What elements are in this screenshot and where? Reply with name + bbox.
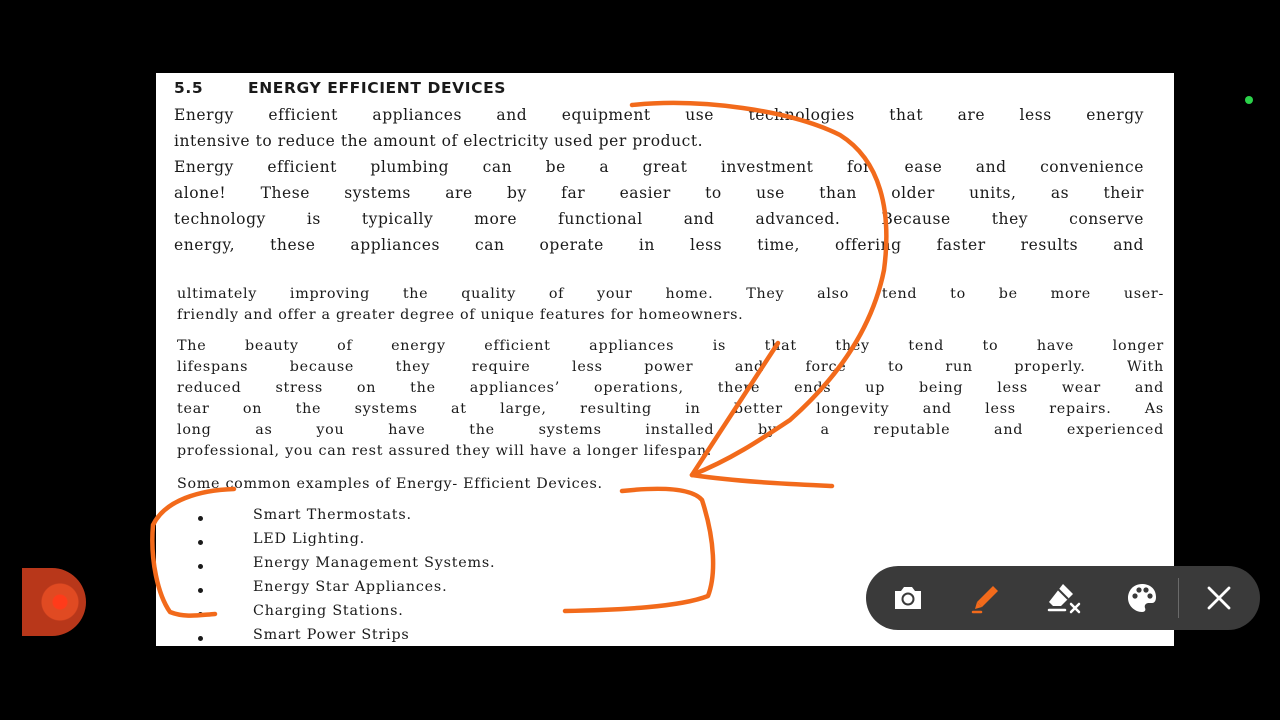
- pen-icon: [969, 581, 1003, 615]
- record-button[interactable]: [22, 568, 86, 636]
- toolbar-divider: [1178, 578, 1179, 618]
- paragraph-line: Energy efficient plumbing can be a great investment for ease and convenience: [174, 158, 1144, 176]
- list-item-text: Charging Stations.: [253, 603, 404, 619]
- paragraph-line: alone! These systems are by far easier to use than older units, as their: [174, 184, 1144, 202]
- list-item-text: Energy Star Appliances.: [253, 579, 448, 595]
- eraser-icon: [1045, 580, 1083, 616]
- paragraph-line: ultimately improving the quality of your home. They also tend to be more user-: [177, 286, 1164, 302]
- annotation-toolbar: [866, 566, 1260, 630]
- paragraph-line: Energy efficient appliances and equipment use technologies that are less energy: [174, 106, 1144, 124]
- paragraph-line: professional, you can rest assured they will have a longer lifespan.: [177, 443, 713, 459]
- camera-icon: [891, 583, 925, 613]
- bullet-icon: [198, 636, 203, 641]
- paragraph-line: reduced stress on the appliances’ operations, there ends up being less wear and: [177, 380, 1164, 396]
- paragraph-line: The beauty of energy efficient appliances is that they tend to have longer: [177, 338, 1164, 354]
- record-icon: [22, 568, 86, 636]
- paragraph-line: lifespans because they require less power and force to run properly. With: [177, 359, 1164, 375]
- paragraph-line: friendly and offer a greater degree of unique features for homeowners.: [177, 307, 744, 323]
- paragraph-line: technology is typically more functional and advanced. Because they conserve: [174, 210, 1144, 228]
- camera-button[interactable]: [884, 574, 932, 622]
- list-item-text: Energy Management Systems.: [253, 555, 496, 571]
- bullet-icon: [198, 540, 203, 545]
- list-item-text: LED Lighting.: [253, 531, 365, 547]
- paragraph-line: energy, these appliances can operate in less time, offering faster results and: [174, 236, 1144, 254]
- close-button[interactable]: [1195, 574, 1243, 622]
- pen-button[interactable]: [962, 574, 1010, 622]
- section-heading: [174, 79, 506, 97]
- palette-button[interactable]: [1118, 574, 1166, 622]
- paragraph-line: intensive to reduce the amount of electricity used per product.: [174, 132, 704, 150]
- list-intro: Some common examples of Energy- Efficient Devices.: [177, 476, 603, 492]
- section-number: 5.5: [174, 79, 204, 97]
- bullet-icon: [198, 564, 203, 569]
- document-page: [156, 73, 1174, 646]
- list-item-text: Smart Thermostats.: [253, 507, 412, 523]
- close-icon: [1205, 584, 1233, 612]
- bullet-icon: [198, 516, 203, 521]
- bullet-icon: [198, 612, 203, 617]
- status-indicator-icon: [1245, 96, 1253, 104]
- eraser-button[interactable]: [1040, 574, 1088, 622]
- section-title: ENERGY EFFICIENT DEVICES: [248, 79, 507, 97]
- palette-icon: [1125, 581, 1159, 615]
- paragraph-line: long as you have the systems installed by a reputable and experienced: [177, 422, 1164, 438]
- list-item-text: Smart Power Strips: [253, 627, 410, 643]
- bullet-icon: [198, 588, 203, 593]
- paragraph-line: tear on the systems at large, resulting in better longevity and less repairs. As: [177, 401, 1164, 417]
